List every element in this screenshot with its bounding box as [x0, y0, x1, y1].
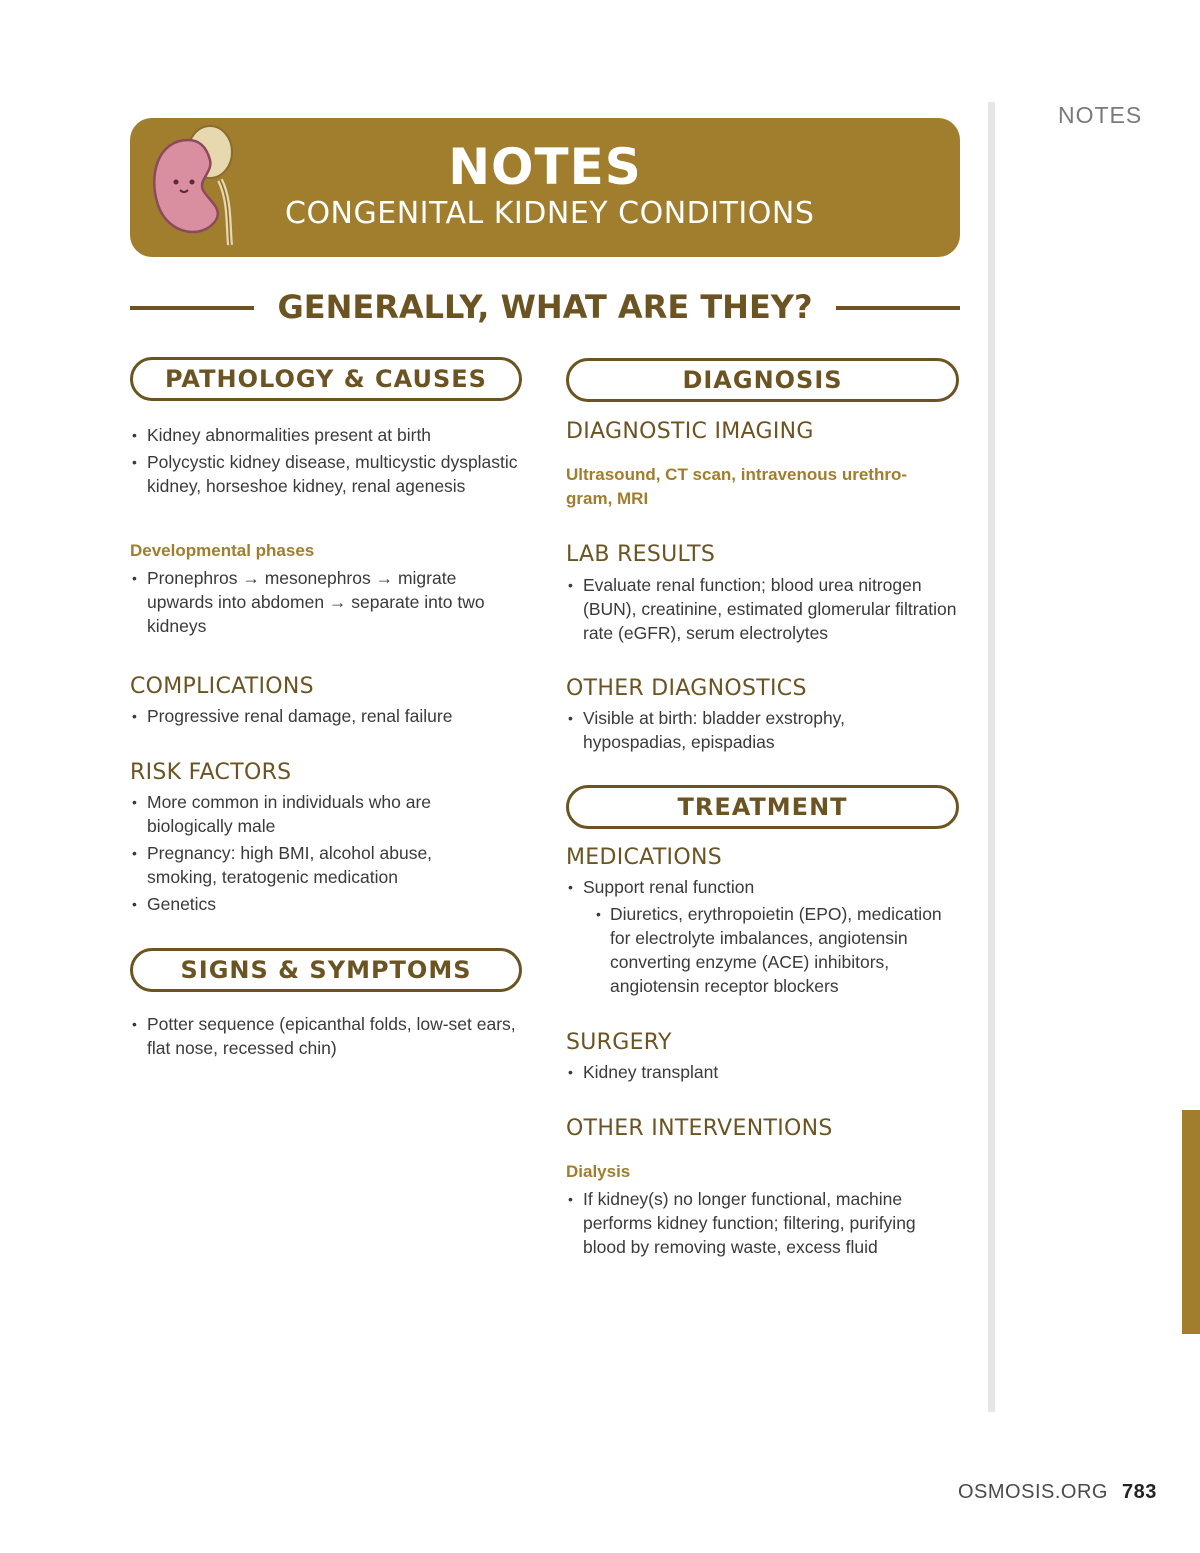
- risk-factors-heading: RISK FACTORS: [130, 760, 292, 785]
- pathology-list: [130, 423, 520, 501]
- surgery-list: [566, 1060, 956, 1087]
- list-item: • Kidney abnormalities present at birth: [130, 423, 520, 447]
- list-item: • If kidney(s) no longer functional, machine performs kidney function; filtering, purifying blood by removing waste, excess fluid: [566, 1187, 961, 1259]
- list-item: • Kidney transplant: [566, 1060, 956, 1084]
- dialysis-list: [566, 1187, 961, 1262]
- pathology-pill: PATHOLOGY & CAUSES: [130, 357, 522, 401]
- page-number: 783: [1121, 1481, 1157, 1503]
- treatment-pill: TREATMENT: [566, 785, 959, 829]
- list-item: • Diuretics, erythropoietin (EPO), medication for electrolyte imbalances, angiotensin converting enzyme (ACE) inhibitors, angiotensin receptor blockers: [566, 902, 961, 998]
- signs-symptoms-pill: SIGNS & SYMPTOMS: [130, 948, 522, 992]
- medications-list: [566, 875, 961, 1001]
- other-diagnostics-list: [566, 706, 926, 757]
- diagnosis-pill: DIAGNOSIS: [566, 358, 959, 402]
- list-item: • Evaluate renal function; blood urea nitrogen (BUN), creatinine, estimated glomerular filtration rate (eGFR), serum electrolytes: [566, 573, 961, 645]
- list-item: • Progressive renal damage, renal failure: [130, 704, 520, 728]
- list-item: • Polycystic kidney disease, multicystic dysplastic kidney, horseshoe kidney, renal agenesis: [130, 450, 520, 498]
- diagnostic-imaging-heading: DIAGNOSTIC IMAGING: [566, 419, 814, 444]
- footer: [958, 1481, 1157, 1504]
- surgery-heading: SURGERY: [566, 1030, 672, 1055]
- developmental-phases-heading: Developmental phases: [130, 541, 315, 560]
- list-item: • Pregnancy: high BMI, alcohol abuse, smoking, teratogenic medication: [130, 841, 490, 889]
- developmental-list: [130, 566, 510, 641]
- complications-list: [130, 704, 520, 731]
- list-item: • Pronephros → mesonephros → migrate upwards into abdomen → separate into two kidneys: [130, 566, 510, 638]
- side-divider: [988, 102, 995, 1412]
- dialysis-heading: Dialysis: [566, 1162, 631, 1181]
- header-title: NOTES: [448, 138, 642, 196]
- list-item: • More common in individuals who are biologically male: [130, 790, 490, 838]
- lab-results-list: [566, 573, 961, 648]
- imaging-text: Ultrasound, CT scan, intravenous urethro-gram, MRI: [566, 465, 907, 508]
- header-banner: [130, 118, 960, 257]
- side-notes-label: NOTES: [1058, 102, 1143, 128]
- complications-heading: COMPLICATIONS: [130, 674, 314, 699]
- signs-symptoms-list: [130, 1012, 520, 1063]
- list-item: • Support renal function: [566, 875, 961, 899]
- lab-results-heading: LAB RESULTS: [566, 542, 716, 567]
- other-diagnostics-heading: OTHER DIAGNOSTICS: [566, 676, 807, 701]
- kidney-icon: [148, 120, 248, 250]
- other-interventions-heading: OTHER INTERVENTIONS: [566, 1116, 833, 1141]
- medications-heading: MEDICATIONS: [566, 845, 722, 870]
- generally-heading-row: [130, 283, 960, 333]
- generally-heading: GENERALLY, WHAT ARE THEY?: [277, 288, 813, 326]
- header-subtitle: CONGENITAL KIDNEY CONDITIONS: [285, 196, 815, 231]
- heading-rule-right: [836, 306, 960, 310]
- risk-factors-list: [130, 790, 490, 919]
- footer-site: OSMOSIS.ORG: [958, 1481, 1108, 1503]
- list-item: • Potter sequence (epicanthal folds, low-set ears, flat nose, recessed chin): [130, 1012, 520, 1060]
- list-item: • Genetics: [130, 892, 490, 916]
- list-item: • Visible at birth: bladder exstrophy, hypospadias, epispadias: [566, 706, 926, 754]
- chapter-tab: [1182, 1110, 1200, 1334]
